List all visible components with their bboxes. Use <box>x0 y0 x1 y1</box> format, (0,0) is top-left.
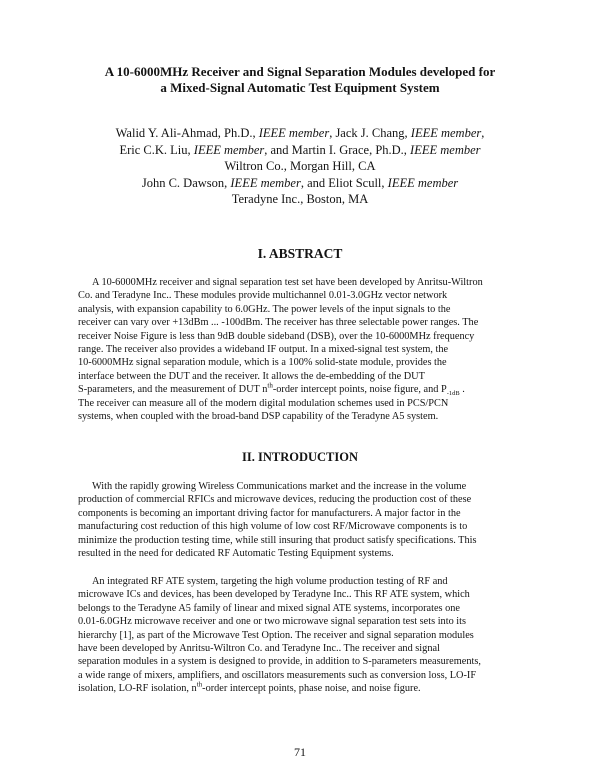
author-text: , <box>481 126 485 140</box>
page-number: 71 <box>294 745 306 759</box>
title-line-1: A 10-6000MHz Receiver and Signal Separation Modules developed for <box>104 64 496 79</box>
author-line-5: Teradyne Inc., Boston, MA <box>231 192 369 206</box>
intro-paragraph-1 <box>78 480 550 560</box>
author-block <box>60 125 540 208</box>
text-line: separation modules in a system is designed to provide, in addition to S-parameters measurements, <box>78 656 481 668</box>
intro-paragraph-2 <box>78 575 550 696</box>
text-line: microwave ICs and devices, has been developed by Teradyne Inc.. This RF ATE system, which <box>78 589 470 601</box>
author-text: , and Eliot Scull, <box>300 175 388 190</box>
introduction-heading: II. INTRODUCTION <box>242 450 358 464</box>
author-text: John C. Dawson, <box>141 175 231 190</box>
author-affil: IEEE member <box>410 126 482 140</box>
text-line: 0.01-6.0GHz microwave receiver and one or two microwave signal separation test sets into its <box>78 616 467 628</box>
superscript: th <box>267 381 273 390</box>
author-text: , Jack J. Chang, <box>329 126 411 140</box>
text-line: manufacturing cost reduction of this high volume of low cost RF/Microwave components is to <box>78 521 468 533</box>
text-line: A 10-6000MHz receiver and signal separation test set have been developed by Anritsu-Wiltron <box>92 277 483 288</box>
author-affil: IEEE member <box>258 126 330 140</box>
text-line: resulted in the need for dedicated RF Automatic Testing Equipment systems. <box>78 548 394 560</box>
text-line: range. The receiver also provides a wideband IF output. In a mixed-signal test system, the <box>78 344 449 356</box>
text-line: interface between the DUT and the receiver. It allows the de-embedding of the DUT <box>78 370 425 382</box>
text-line: belongs to the Teradyne A5 family of linear and mixed signal ATE systems, incorporates one <box>78 602 460 614</box>
text-run: . <box>459 384 465 396</box>
text-line: analysis, with expansion capability to 6.0GHz. The power levels of the input signals to the <box>78 303 451 315</box>
author-line-3: Wiltron Co., Morgan Hill, CA <box>224 159 376 173</box>
author-affil: IEEE member <box>230 175 301 190</box>
text-line: The receiver can measure all of the modern digital modulation schemes used in PCS/PCN <box>78 397 449 409</box>
text-run: -order intercept points, phase noise, and noise figure. <box>202 683 421 695</box>
author-affil: IEEE member <box>410 142 481 157</box>
superscript: th <box>196 680 203 689</box>
author-affil: IEEE member <box>387 175 459 190</box>
text-line: a wide range of mixers, amplifiers, and oscillators measurements such as conversion loss, LO-IF <box>78 669 477 681</box>
text-line: receiver can vary over +13dBm ... -100dBm. The receiver has three selectable power ranges. The <box>78 317 479 329</box>
author-text: Eric C.K. Liu, <box>119 142 194 157</box>
text-line: production of commercial RFICs and microwave devices, reducing the production cost of these <box>78 494 472 506</box>
author-affil: IEEE member <box>193 142 265 157</box>
text-line: An integrated RF ATE system, targeting the high volume production testing of RF and <box>92 576 448 587</box>
text-line: Co. and Teradyne Inc.. These modules provide multichannel 0.01-3.0GHz vector network <box>78 290 448 302</box>
text-line: With the rapidly growing Wireless Communications market and the increase in the volume <box>92 481 467 492</box>
text-line: components is becoming an important driving factor for manufacturers. A major factor in the <box>78 507 461 519</box>
author-line-1 <box>60 125 540 142</box>
title-line-2: a Mixed-Signal Automatic Test Equipment System <box>160 80 440 95</box>
text-line: minimize the production testing time, while still insuring that product satisfy specifications. This <box>78 534 477 546</box>
paper-title <box>60 64 540 96</box>
text-run: isolation, LO-RF isolation, n <box>78 683 197 695</box>
author-line-4 <box>60 175 540 192</box>
text-line: have been developed by Anritsu-Wiltron Co. and Teradyne Inc.. The receiver and signal <box>78 643 440 655</box>
text-line: systems, when coupled with the broad-band DSP capability of the Teradyne A5 system. <box>78 411 439 423</box>
text-line <box>78 383 550 396</box>
text-line: hierarchy [1], as part of the Microwave Test Option. The receiver and signal separation modules <box>78 629 474 641</box>
text-run: -order intercept points, noise figure, and P <box>272 384 447 396</box>
subscript: -1dB <box>446 390 460 398</box>
author-text: Walid Y. Ali-Ahmad, Ph.D., <box>115 126 259 140</box>
text-line: receiver Noise Figure is less than 9dB double sideband (DSB), over the 10-6000MHz frequency <box>78 330 475 342</box>
abstract-paragraph <box>78 276 550 423</box>
author-line-2 <box>60 142 540 159</box>
text-run: S-parameters, and the measurement of DUT n <box>78 384 268 396</box>
abstract-heading: I. ABSTRACT <box>257 246 343 261</box>
author-text: , and Martin I. Grace, Ph.D., <box>264 142 411 157</box>
text-line <box>78 682 550 695</box>
text-line: 10-6000MHz signal separation module, which is a 100% solid-state module, provides the <box>78 357 447 369</box>
